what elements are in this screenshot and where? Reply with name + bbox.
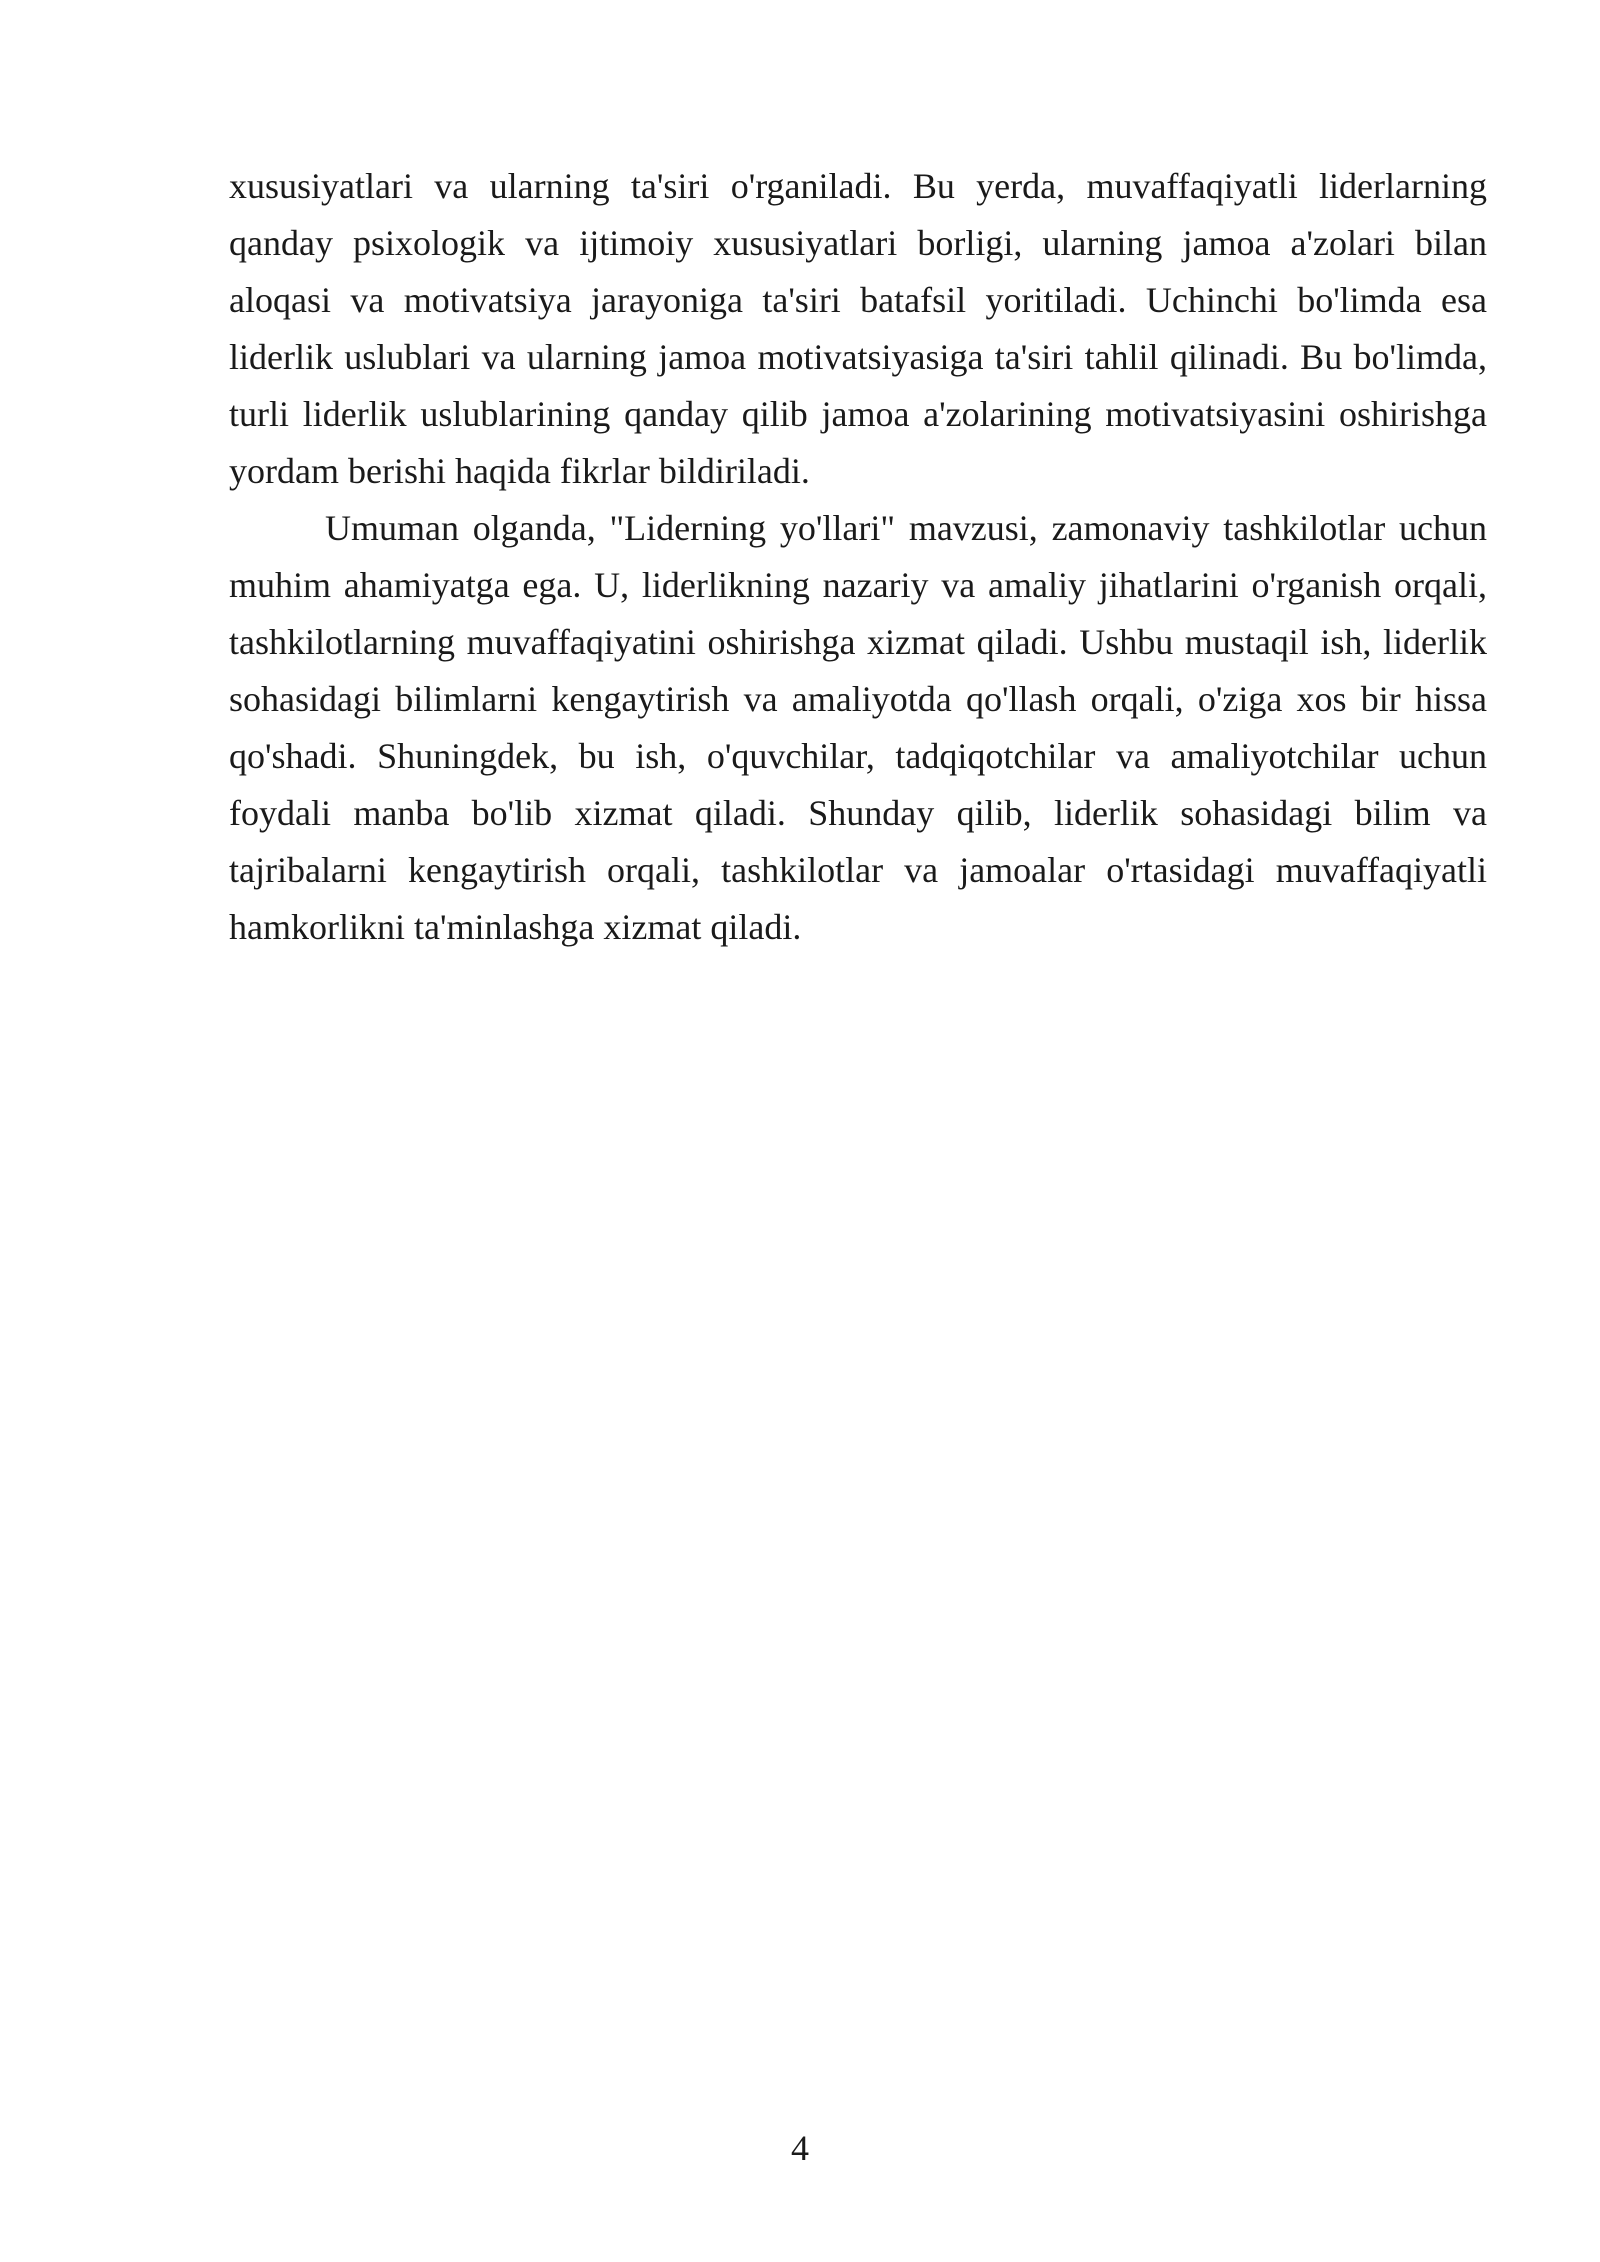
page-number: 4 xyxy=(791,2128,809,2168)
body-text xyxy=(229,158,1487,956)
paragraph-continued: xususiyatlari va ularning ta'siri o'rganiladi. Bu yerda, muvaffaqiyatli liderlarning qanday psixologik va ijtimoiy xususiyatlari borligi, ularning jamoa a'zolari bilan aloqasi va motivatsiya jarayoniga ta'siri batafsil yoritiladi. Uchinchi bo'limda esa liderlik uslublari va ularning jamoa motivatsiyasiga ta'siri tahlil qilinadi. Bu bo'limda, turli liderlik uslublarining qanday qilib jamoa a'zolarining motivatsiyasini oshirishga yordam berishi haqida fikrlar bildiriladi. xyxy=(229,166,1487,491)
paragraph-conclusion: Umuman olganda, "Liderning yo'llari" mavzusi, zamonaviy tashkilotlar uchun muhim ahamiyatga ega. U, liderlikning nazariy va amaliy jihatlarini o'rganish orqali, tashkilotlarning muvaffaqiyatini oshirishga xizmat qiladi. Ushbu mustaqil ish, liderlik sohasidagi bilimlarni kengaytirish va amaliyotda qo'llash orqali, o'ziga xos bir hissa qo'shadi. Shuningdek, bu ish, o'quvchilar, tadqiqotchilar va amaliyotchilar uchun foydali manba bo'lib xizmat qiladi. Shunday qilib, liderlik sohasidagi bilim va tajribalarni kengaytirish orqali, tashkilotlar va jamoalar o'rtasidagi muvaffaqiyatli hamkorlikni ta'minlashga xizmat qiladi. xyxy=(229,508,1487,947)
